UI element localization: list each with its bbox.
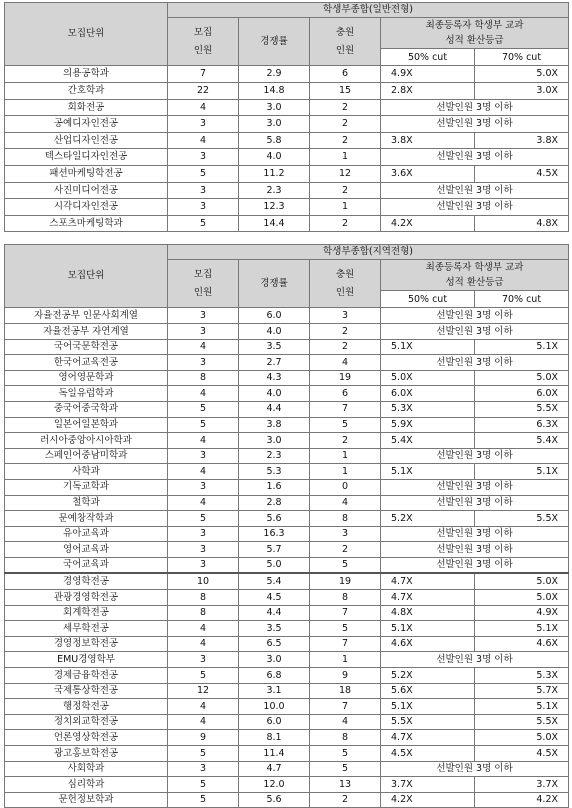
cell-cut70: 5.1X	[475, 699, 569, 715]
cell-note: 선발인원 3명 이하	[381, 182, 569, 199]
cell-quota: 3	[168, 355, 239, 371]
cell-quota: 3	[168, 448, 239, 464]
cell-unit: 독일유럽학과	[5, 386, 168, 402]
cell-extra: 2	[310, 542, 381, 558]
cell-extra: 4	[310, 495, 381, 511]
cell-unit: 일본어일본학과	[5, 417, 168, 433]
cell-unit: 언론영상학전공	[5, 730, 168, 746]
cell-cut70: 4.9X	[475, 605, 569, 621]
cell-cut70: 5.7X	[475, 683, 569, 699]
cell-rate: 2.3	[239, 182, 310, 199]
table-row	[5, 323, 569, 339]
cell-unit: 세무학전공	[5, 621, 168, 637]
table-row	[5, 699, 569, 715]
cell-rate: 4.0	[239, 149, 310, 166]
cell-quota: 3	[168, 479, 239, 495]
cell-extra: 5	[310, 761, 381, 777]
cell-extra: 6	[310, 386, 381, 402]
cell-unit: 텍스타일디자인전공	[5, 149, 168, 166]
cell-note: 선발인원 3명 이하	[381, 323, 569, 339]
cell-note: 선발인원 3명 이하	[381, 355, 569, 371]
cell-quota: 5	[168, 215, 239, 232]
cell-extra: 19	[310, 370, 381, 386]
admissions-table-general	[4, 2, 569, 232]
cell-extra: 2	[310, 339, 381, 355]
cell-quota: 3	[168, 182, 239, 199]
table-row	[5, 542, 569, 558]
cell-quota: 4	[168, 433, 239, 449]
table-row	[5, 777, 569, 793]
table-row	[5, 621, 569, 637]
cell-quota: 3	[168, 542, 239, 558]
cell-quota: 4	[168, 464, 239, 480]
cell-note: 선발인원 3명 이하	[381, 116, 569, 133]
cell-quota: 3	[168, 526, 239, 542]
cell-cut70: 4.5X	[475, 746, 569, 762]
cell-extra: 2	[310, 99, 381, 116]
cell-extra: 7	[310, 605, 381, 621]
table-row	[5, 573, 569, 589]
cell-unit: 회계학전공	[5, 605, 168, 621]
cell-rate: 3.0	[239, 99, 310, 116]
cell-note: 선발인원 3명 이하	[381, 542, 569, 558]
cell-rate: 11.4	[239, 746, 310, 762]
cell-unit: 경영정보학전공	[5, 636, 168, 652]
table-row	[5, 99, 569, 116]
header-quota: 모집 인원	[168, 18, 239, 66]
cell-quota: 3	[168, 308, 239, 324]
cell-note: 선발인원 3명 이하	[381, 199, 569, 216]
cell-cut70: 5.5X	[475, 511, 569, 527]
cell-extra: 1	[310, 448, 381, 464]
table-row	[5, 668, 569, 684]
cell-unit: 의용공학과	[5, 66, 168, 83]
cell-quota: 4	[168, 495, 239, 511]
cell-rate: 6.0	[239, 308, 310, 324]
cell-extra: 1	[310, 199, 381, 216]
table-row	[5, 792, 569, 808]
header-cut70: 70% cut	[475, 291, 569, 308]
cell-extra: 7	[310, 401, 381, 417]
cell-note: 선발인원 3명 이하	[381, 149, 569, 166]
cell-cut50: 3.8X	[381, 132, 475, 149]
cell-unit: EMU경영학부	[5, 652, 168, 668]
header-rate: 경쟁률	[239, 260, 310, 308]
cell-cut50: 4.9X	[381, 66, 475, 83]
cell-rate: 5.8	[239, 132, 310, 149]
cell-quota: 5	[168, 668, 239, 684]
cell-quota: 4	[168, 636, 239, 652]
cell-note: 선발인원 3명 이하	[381, 652, 569, 668]
table-row	[5, 683, 569, 699]
cell-cut70: 5.1X	[475, 339, 569, 355]
cell-note: 선발인원 3명 이하	[381, 495, 569, 511]
cell-extra: 1	[310, 149, 381, 166]
cell-cut50: 4.2X	[381, 215, 475, 232]
cell-unit: 한국어교육전공	[5, 355, 168, 371]
table-row	[5, 370, 569, 386]
cell-cut70: 4.6X	[475, 636, 569, 652]
cell-extra: 4	[310, 355, 381, 371]
cell-unit: 중국어중국학과	[5, 401, 168, 417]
cell-cut50: 5.1X	[381, 699, 475, 715]
cell-extra: 1	[310, 464, 381, 480]
cell-unit: 기독교학과	[5, 479, 168, 495]
cell-cut50: 3.7X	[381, 777, 475, 793]
cell-cut50: 2.8X	[381, 82, 475, 99]
cell-quota: 8	[168, 590, 239, 606]
cell-rate: 4.0	[239, 386, 310, 402]
cell-rate: 6.5	[239, 636, 310, 652]
cell-note: 선발인원 3명 이하	[381, 479, 569, 495]
cell-unit: 심리학과	[5, 777, 168, 793]
cell-cut70: 5.0X	[475, 66, 569, 83]
cell-cut50: 5.4X	[381, 433, 475, 449]
cell-rate: 14.4	[239, 215, 310, 232]
cell-rate: 4.0	[239, 323, 310, 339]
cell-unit: 국어국문학전공	[5, 339, 168, 355]
cell-unit: 스페인어중남미학과	[5, 448, 168, 464]
cell-cut70: 5.0X	[475, 730, 569, 746]
cell-rate: 5.6	[239, 792, 310, 808]
cell-note: 선발인원 3명 이하	[381, 761, 569, 777]
cell-rate: 8.1	[239, 730, 310, 746]
table-row	[5, 199, 569, 216]
table-row	[5, 495, 569, 511]
cell-rate: 5.3	[239, 464, 310, 480]
cell-rate: 14.8	[239, 82, 310, 99]
header-group: 학생부종합(지역전형)	[168, 245, 569, 260]
cell-rate: 11.2	[239, 165, 310, 182]
cell-quota: 22	[168, 82, 239, 99]
header-extra: 충원 인원	[310, 260, 381, 308]
cell-quota: 5	[168, 511, 239, 527]
cell-extra: 18	[310, 683, 381, 699]
cell-quota: 10	[168, 573, 239, 589]
cell-quota: 3	[168, 149, 239, 166]
cell-unit: 스포츠마케팅학과	[5, 215, 168, 232]
cell-quota: 12	[168, 683, 239, 699]
cell-cut50: 5.0X	[381, 370, 475, 386]
cell-extra: 0	[310, 479, 381, 495]
cell-rate: 3.5	[239, 621, 310, 637]
cell-quota: 5	[168, 165, 239, 182]
cell-rate: 5.0	[239, 557, 310, 573]
cell-cut70: 5.4X	[475, 433, 569, 449]
table-row	[5, 132, 569, 149]
cell-cut70: 5.3X	[475, 668, 569, 684]
cell-unit: 관광경영학전공	[5, 590, 168, 606]
cell-note: 선발인원 3명 이하	[381, 99, 569, 116]
cell-quota: 3	[168, 557, 239, 573]
cell-quota: 4	[168, 339, 239, 355]
cell-extra: 7	[310, 699, 381, 715]
cell-cut70: 5.0X	[475, 573, 569, 589]
cell-cut70: 5.1X	[475, 464, 569, 480]
table-row	[5, 590, 569, 606]
table-row	[5, 526, 569, 542]
cell-unit: 경영학전공	[5, 573, 168, 589]
cell-cut70: 4.5X	[475, 165, 569, 182]
table-row	[5, 355, 569, 371]
cell-unit: 철학과	[5, 495, 168, 511]
cell-note: 선발인원 3명 이하	[381, 448, 569, 464]
cell-quota: 7	[168, 66, 239, 83]
cell-cut50: 5.1X	[381, 464, 475, 480]
cell-rate: 3.0	[239, 116, 310, 133]
table-row	[5, 417, 569, 433]
table-row	[5, 66, 569, 83]
cell-extra: 2	[310, 323, 381, 339]
cell-quota: 5	[168, 746, 239, 762]
cell-quota: 5	[168, 777, 239, 793]
cell-extra: 15	[310, 82, 381, 99]
cell-unit: 산업디자인전공	[5, 132, 168, 149]
table-row	[5, 165, 569, 182]
table-row	[5, 746, 569, 762]
table-row	[5, 149, 569, 166]
cell-rate: 2.8	[239, 495, 310, 511]
header-unit: 모집단위	[5, 245, 168, 308]
table-row	[5, 714, 569, 730]
cell-cut50: 4.7X	[381, 590, 475, 606]
cell-extra: 5	[310, 417, 381, 433]
cell-extra: 7	[310, 636, 381, 652]
table-row	[5, 82, 569, 99]
table-row	[5, 464, 569, 480]
cell-extra: 5	[310, 621, 381, 637]
table-body	[5, 308, 569, 808]
cell-cut70: 3.7X	[475, 777, 569, 793]
cell-extra: 1	[310, 652, 381, 668]
cell-rate: 2.7	[239, 355, 310, 371]
table-row	[5, 636, 569, 652]
cell-rate: 2.3	[239, 448, 310, 464]
cell-rate: 2.9	[239, 66, 310, 83]
cell-cut50: 5.6X	[381, 683, 475, 699]
cell-rate: 4.4	[239, 401, 310, 417]
cell-unit: 공예디자인전공	[5, 116, 168, 133]
cell-cut50: 4.2X	[381, 792, 475, 808]
table-row	[5, 182, 569, 199]
cell-unit: 사진미디어전공	[5, 182, 168, 199]
cell-cut70: 6.3X	[475, 417, 569, 433]
header-grade: 최종등록자 학생부 교과 성적 환산등급	[381, 260, 569, 291]
cell-cut50: 4.5X	[381, 746, 475, 762]
cell-extra: 2	[310, 792, 381, 808]
cell-quota: 5	[168, 417, 239, 433]
cell-extra: 8	[310, 511, 381, 527]
cell-quota: 3	[168, 652, 239, 668]
cell-quota: 8	[168, 370, 239, 386]
cell-rate: 3.8	[239, 417, 310, 433]
cell-note: 선발인원 3명 이하	[381, 308, 569, 324]
cell-rate: 3.1	[239, 683, 310, 699]
cell-cut50: 4.6X	[381, 636, 475, 652]
cell-quota: 5	[168, 792, 239, 808]
cell-rate: 1.6	[239, 479, 310, 495]
cell-unit: 간호학과	[5, 82, 168, 99]
cell-rate: 16.3	[239, 526, 310, 542]
header-rate: 경쟁률	[239, 18, 310, 66]
cell-cut70: 3.8X	[475, 132, 569, 149]
cell-rate: 4.5	[239, 590, 310, 606]
cell-quota: 3	[168, 199, 239, 216]
cell-extra: 4	[310, 714, 381, 730]
cell-quota: 9	[168, 730, 239, 746]
cell-extra: 8	[310, 590, 381, 606]
cell-unit: 패션마케팅학전공	[5, 165, 168, 182]
table-row	[5, 433, 569, 449]
cell-unit: 회화전공	[5, 99, 168, 116]
cell-cut70: 5.1X	[475, 621, 569, 637]
cell-unit: 자율전공부 인문사회계열	[5, 308, 168, 324]
cell-unit: 영어교육과	[5, 542, 168, 558]
cell-cut70: 3.0X	[475, 82, 569, 99]
cell-extra: 2	[310, 215, 381, 232]
cell-quota: 4	[168, 132, 239, 149]
cell-quota: 8	[168, 605, 239, 621]
table-row	[5, 386, 569, 402]
cell-quota: 4	[168, 621, 239, 637]
table-row	[5, 401, 569, 417]
cell-quota: 3	[168, 761, 239, 777]
cell-quota: 4	[168, 99, 239, 116]
cell-unit: 문헌정보학과	[5, 792, 168, 808]
cell-unit: 사학과	[5, 464, 168, 480]
cell-unit: 경제금융학전공	[5, 668, 168, 684]
table-row	[5, 215, 569, 232]
cell-quota: 4	[168, 699, 239, 715]
cell-cut70: 4.8X	[475, 215, 569, 232]
cell-cut70: 4.2X	[475, 792, 569, 808]
cell-unit: 행정학전공	[5, 699, 168, 715]
cell-unit: 사회학과	[5, 761, 168, 777]
cell-extra: 9	[310, 668, 381, 684]
cell-rate: 3.0	[239, 652, 310, 668]
cell-rate: 6.8	[239, 668, 310, 684]
cell-cut50: 4.7X	[381, 730, 475, 746]
cell-cut50: 5.1X	[381, 339, 475, 355]
header-cut50: 50% cut	[381, 49, 475, 66]
cell-cut70: 5.0X	[475, 370, 569, 386]
cell-quota: 4	[168, 386, 239, 402]
cell-rate: 6.0	[239, 714, 310, 730]
header-cut70: 70% cut	[475, 49, 569, 66]
cell-cut50: 4.7X	[381, 573, 475, 589]
header-extra: 충원 인원	[310, 18, 381, 66]
cell-extra: 19	[310, 573, 381, 589]
cell-unit: 시각디자인전공	[5, 199, 168, 216]
cell-quota: 3	[168, 116, 239, 133]
cell-unit: 영어영문학과	[5, 370, 168, 386]
table-row	[5, 761, 569, 777]
cell-rate: 3.5	[239, 339, 310, 355]
cell-rate: 10.0	[239, 699, 310, 715]
cell-cut50: 6.0X	[381, 386, 475, 402]
cell-quota: 3	[168, 323, 239, 339]
cell-cut70: 5.5X	[475, 401, 569, 417]
cell-cut50: 5.2X	[381, 668, 475, 684]
cell-extra: 3	[310, 308, 381, 324]
cell-extra: 2	[310, 182, 381, 199]
header-group: 학생부종합(일반전형)	[168, 3, 569, 18]
cell-rate: 5.4	[239, 573, 310, 589]
cell-cut70: 5.0X	[475, 590, 569, 606]
header-grade: 최종등록자 학생부 교과 성적 환산등급	[381, 18, 569, 49]
cell-unit: 정치외교학전공	[5, 714, 168, 730]
cell-rate: 5.7	[239, 542, 310, 558]
table-row	[5, 479, 569, 495]
cell-unit: 유아교육과	[5, 526, 168, 542]
cell-cut50: 5.9X	[381, 417, 475, 433]
table-row	[5, 308, 569, 324]
cell-rate: 4.7	[239, 761, 310, 777]
cell-quota: 4	[168, 714, 239, 730]
table-row	[5, 511, 569, 527]
header-cut50: 50% cut	[381, 291, 475, 308]
table-row	[5, 339, 569, 355]
cell-cut50: 5.5X	[381, 714, 475, 730]
cell-rate: 12.0	[239, 777, 310, 793]
cell-cut70: 6.0X	[475, 386, 569, 402]
cell-note: 선발인원 3명 이하	[381, 526, 569, 542]
cell-extra: 3	[310, 526, 381, 542]
cell-cut70: 5.5X	[475, 714, 569, 730]
cell-rate: 3.0	[239, 433, 310, 449]
table-row	[5, 116, 569, 133]
cell-cut50: 5.3X	[381, 401, 475, 417]
cell-extra: 2	[310, 116, 381, 133]
cell-extra: 6	[310, 66, 381, 83]
header-unit: 모집단위	[5, 3, 168, 66]
table-row	[5, 730, 569, 746]
admissions-table-regional	[4, 244, 569, 808]
cell-unit: 광고홍보학전공	[5, 746, 168, 762]
cell-extra: 8	[310, 730, 381, 746]
cell-note: 선발인원 3명 이하	[381, 557, 569, 573]
cell-rate: 4.4	[239, 605, 310, 621]
cell-quota: 5	[168, 401, 239, 417]
cell-cut50: 5.2X	[381, 511, 475, 527]
cell-cut50: 3.6X	[381, 165, 475, 182]
table-row	[5, 652, 569, 668]
cell-rate: 12.3	[239, 199, 310, 216]
cell-cut50: 5.1X	[381, 621, 475, 637]
cell-unit: 러시아중앙아시아학과	[5, 433, 168, 449]
cell-unit: 국제통상학전공	[5, 683, 168, 699]
table-row	[5, 605, 569, 621]
cell-extra: 2	[310, 433, 381, 449]
cell-extra: 5	[310, 746, 381, 762]
cell-rate: 4.3	[239, 370, 310, 386]
cell-unit: 자율전공부 자연계열	[5, 323, 168, 339]
cell-cut50: 4.8X	[381, 605, 475, 621]
header-quota: 모집 인원	[168, 260, 239, 308]
cell-extra: 2	[310, 132, 381, 149]
cell-rate: 5.6	[239, 511, 310, 527]
cell-extra: 5	[310, 557, 381, 573]
cell-extra: 13	[310, 777, 381, 793]
table-row	[5, 557, 569, 573]
cell-extra: 12	[310, 165, 381, 182]
cell-unit: 문예창작학과	[5, 511, 168, 527]
table-row	[5, 448, 569, 464]
cell-unit: 국어교육과	[5, 557, 168, 573]
table-body	[5, 66, 569, 232]
